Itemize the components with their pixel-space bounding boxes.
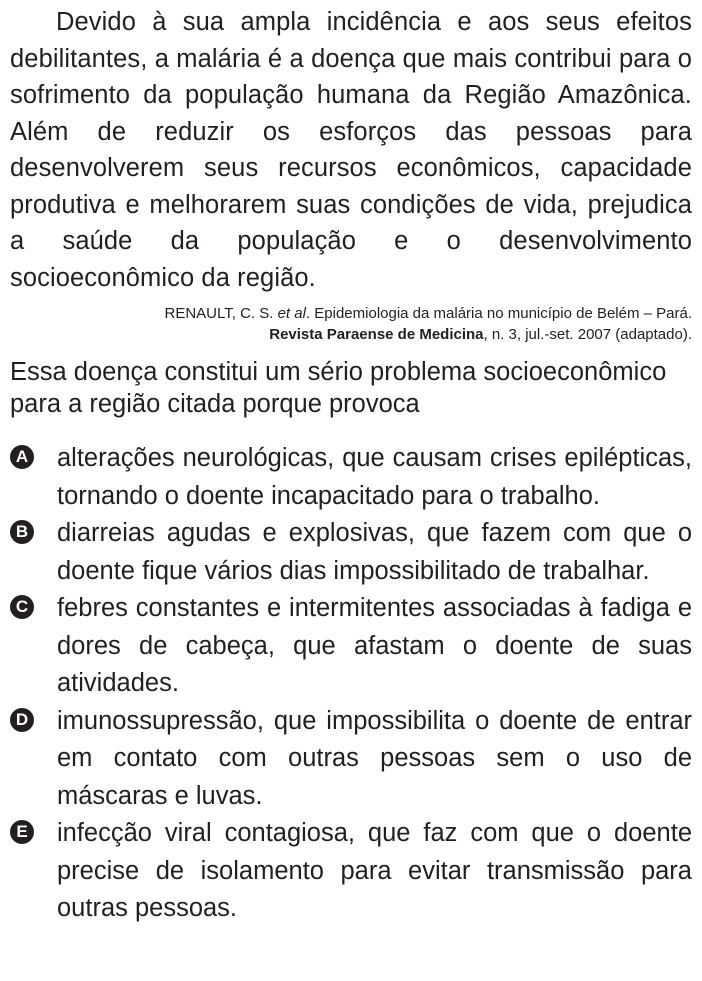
option-a-letter-badge[interactable]: A [10,445,34,469]
option-a-text[interactable]: alterações neurológicas, que causam crises epilépticas, tornando o doente incapacitado para o trabalho. [57,444,692,510]
citation-author: RENAULT, C. S. [164,305,278,322]
option-c-text[interactable]: febres constantes e intermitentes associadas à fadiga e dores de cabeça, que afastam o doente de suas atividades. [57,594,692,697]
option-b[interactable] [10,515,692,590]
citation-title: . Epidemiologia da malária no município de Belém – Pará. [305,305,692,322]
option-b-letter-badge[interactable]: B [10,520,34,544]
option-d[interactable] [10,703,692,816]
passage-text: Devido à sua ampla incidência e aos seus efeitos debilitantes, a malária é a doença que mais contribui para o sofrimento da população humana da Região Amazônica. Além de reduzir os esforços das pessoas para desenvolverem seus recursos econômicos, capacidade produtiva e melhorarem suas condições de vida, prejudica a saúde da população e o desenvolvimento socioeconômico da região. [10,8,692,292]
citation-line-1 [10,303,692,324]
citation [10,303,692,345]
citation-journal: Revista Paraense de Medicina [269,326,484,343]
option-d-text[interactable]: imunossupressão, que impossibilita o doente de entrar em contato com outras pessoas sem o uso de máscaras e luvas. [57,706,692,810]
question-stem: Essa doença constitui um sério problema socioeconômico para a região citada porque provoca [10,358,667,418]
answer-options [10,440,692,928]
option-c[interactable] [10,590,692,703]
option-a[interactable] [10,440,692,515]
option-b-text[interactable]: diarreias agudas e explosivas, que fazem com que o doente fique vários dias impossibilitado de trabalhar. [57,519,692,585]
option-e[interactable] [10,815,692,928]
citation-details: , n. 3, jul.-set. 2007 (adaptado). [483,326,692,343]
citation-et-al: et al [277,305,306,322]
option-d-letter-badge[interactable]: D [10,708,34,732]
option-c-letter-badge[interactable]: C [10,595,34,619]
citation-line-2 [10,324,692,345]
option-e-letter-badge[interactable]: E [10,820,34,844]
option-e-text[interactable]: infecção viral contagiosa, que faz com que o doente precise de isolamento para evitar transmissão para outras pessoas. [57,819,692,922]
